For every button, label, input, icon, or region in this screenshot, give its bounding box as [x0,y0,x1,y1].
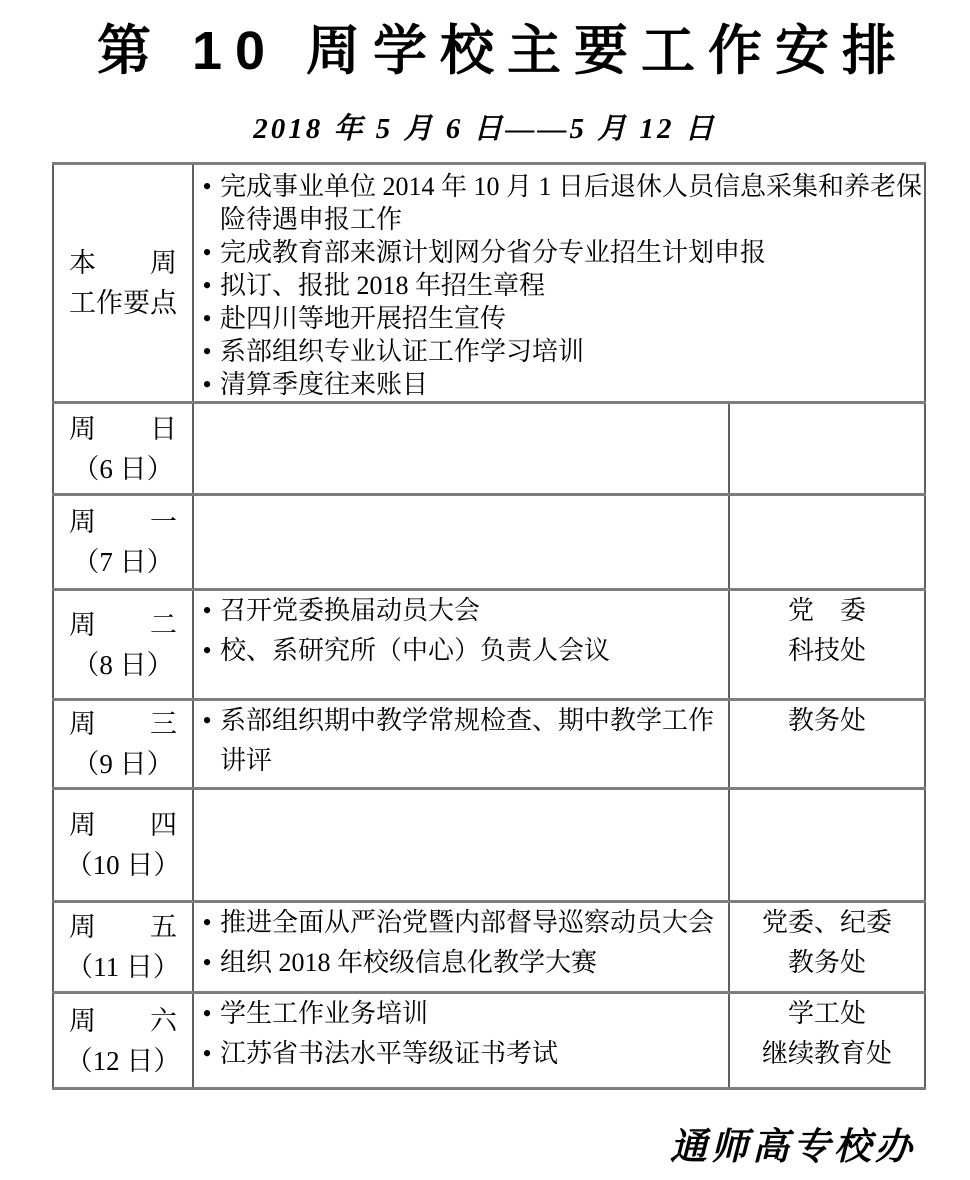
task-text: 完成教育部来源计划网分省分专业招生计划申报 [220,238,767,267]
task-text: 拟订、报批 2018 年招生章程 [220,271,546,300]
bullet-icon: • [202,636,212,665]
task-text: 系部组织专业认证工作学习培训 [220,337,585,366]
department-cell [729,403,925,495]
task-text: 学生工作业务培训 [220,999,429,1028]
day-row-thursday [53,789,925,902]
week-summary-row [53,164,925,403]
day-label-line: （12 日） [65,1045,181,1076]
summary-task-item [194,368,924,401]
task-list-cell [193,495,729,590]
bullet-icon: • [202,304,212,333]
day-row-wednesday [53,700,925,789]
page-title: 第 10 周学校主要工作安排 [96,21,910,81]
week-summary-tasks-cell [193,164,925,403]
bullet-icon: • [202,172,212,201]
task-list-cell [193,902,729,993]
task-text: 江苏省书法水平等级证书考试 [220,1039,559,1068]
task-item [194,631,728,671]
day-label-line: （7 日） [72,547,174,577]
bullet-icon: • [202,337,212,366]
day-label-cell [53,789,193,902]
summary-task-item [194,302,924,335]
footer-signature: 通师高专校办 [670,1127,916,1168]
department-line: 教务处 [788,948,867,977]
department-line: 继续教育处 [762,1039,893,1068]
department-cell [729,902,925,993]
day-label-line: 周 三 [69,709,177,739]
task-list-cell [193,700,729,789]
task-item [194,943,728,983]
bullet-icon: • [202,999,212,1028]
task-item [194,591,728,631]
day-row-saturday [53,993,925,1089]
task-text: 推进全面从严治党暨内部督导巡察动员大会 [220,908,715,937]
department-line: 科技处 [788,636,867,665]
task-text: 赴四川等地开展招生宣传 [220,304,507,333]
day-label-line: 周 六 [69,1005,177,1036]
day-row-friday [53,902,925,993]
department-cell [729,495,925,590]
day-label-cell [53,495,193,590]
day-row-monday [53,495,925,590]
schedule-table [52,162,926,1090]
day-label-line: 周 二 [69,609,177,640]
task-list-cell [193,993,729,1089]
department-cell [729,993,925,1089]
task-text: 召开党委换届动员大会 [220,596,481,625]
day-label-line: （11 日） [66,952,180,982]
bullet-icon: • [202,706,212,735]
day-label-line: （10 日） [65,850,181,880]
task-item [194,1034,728,1074]
task-item [194,903,728,943]
day-label-line: 周 一 [69,507,177,537]
department-cell [729,700,925,789]
bullet-icon: • [202,271,212,300]
task-list-cell [193,789,729,902]
day-label-cell [53,993,193,1089]
task-list-cell [193,590,729,700]
day-label-cell [53,700,193,789]
day-label-cell [53,590,193,700]
day-label-line: （8 日） [72,649,174,680]
department-line: 学工处 [788,999,867,1028]
bullet-icon: • [202,908,212,937]
task-text: 清算季度往来账目 [220,370,429,399]
bullet-icon: • [202,948,212,977]
task-text: 完成事业单位 2014 年 10 月 1 日后退休人员信息采集和养老保险待遇申报工作 [220,172,923,234]
day-label-line: 周 日 [69,413,177,444]
day-label-line: （6 日） [72,453,174,484]
week-summary-label-line: 本 周 [69,248,177,278]
task-list-cell [193,403,729,495]
week-summary-label-cell [53,164,193,403]
day-row-tuesday [53,590,925,700]
task-text: 组织 2018 年校级信息化教学大赛 [220,948,598,977]
task-text: 系部组织期中教学常规检查、期中教学工作讲评 [220,706,715,775]
bullet-icon: • [202,370,212,399]
bullet-icon: • [202,1039,212,1068]
task-item [194,994,728,1034]
day-row-sunday [53,403,925,495]
week-summary-label-line: 工作要点 [69,288,177,318]
day-label-cell [53,403,193,495]
summary-task-item [194,236,924,269]
task-item [194,701,728,781]
day-label-cell [53,902,193,993]
department-line: 党委、纪委 [762,908,893,937]
date-range: 2018 年 5 月 6 日——5 月 12 日 [253,113,717,145]
day-label-line: 周 五 [69,912,177,942]
summary-task-item [194,269,924,302]
department-cell [729,789,925,902]
day-label-line: 周 四 [69,810,177,840]
summary-task-item [194,335,924,368]
summary-task-item [194,170,924,236]
department-cell [729,590,925,700]
department-line: 党 委 [788,596,867,625]
task-text: 校、系研究所（中心）负责人会议 [220,636,611,665]
bullet-icon: • [202,596,212,625]
department-line: 教务处 [788,706,867,735]
bullet-icon: • [202,238,212,267]
day-label-line: （9 日） [72,749,174,779]
